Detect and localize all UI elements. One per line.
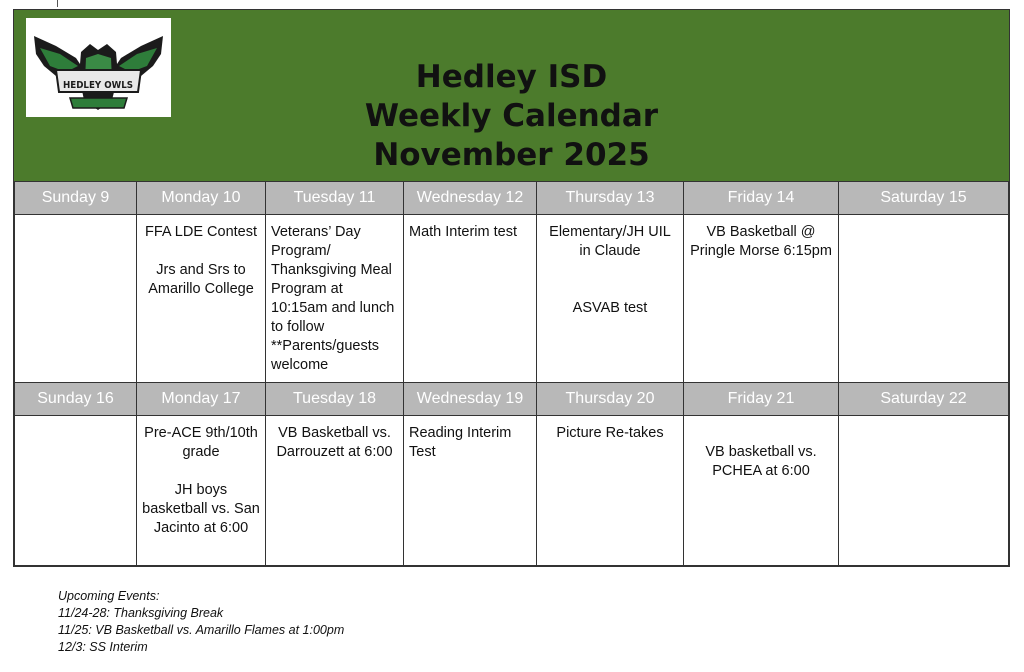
- event-text: VB basketball vs. PCHEA at 6:00: [705, 444, 817, 479]
- week1-day-header-row: [15, 182, 1009, 215]
- event-text: Math Interim test: [409, 224, 517, 240]
- day-header: Saturday 22: [839, 383, 1009, 416]
- calendar-table: [14, 182, 1009, 566]
- day-header: Friday 21: [684, 383, 839, 416]
- upcoming-item: 11/24-28: Thanksgiving Break: [58, 606, 224, 620]
- event-text: Veterans’ Day Program/ Thanksgiving Meal Program at 10:15am and lunch to follow **Parents/guests welcome: [271, 224, 395, 373]
- day-cell-wednesday-12: [404, 215, 537, 383]
- title-line-3: November 2025: [373, 137, 650, 173]
- event-text: Jrs and Srs to Amarillo College: [148, 262, 254, 297]
- event-text: ASVAB test: [572, 300, 648, 316]
- event-text: Elementary/JH UIL in Claude: [549, 224, 671, 259]
- week2-day-header-row: [15, 383, 1009, 416]
- day-cell-thursday-20: [537, 416, 684, 566]
- day-cell-saturday-22: [839, 416, 1009, 566]
- day-header: Wednesday 12: [404, 182, 537, 215]
- day-cell-friday-14: [684, 215, 839, 383]
- upcoming-item: 12/3: SS Interim: [58, 640, 148, 654]
- day-header: Monday 17: [137, 383, 266, 416]
- day-header: Friday 14: [684, 182, 839, 215]
- day-header: Saturday 15: [839, 182, 1009, 215]
- event-text: JH boys basketball vs. San Jacinto at 6:00: [142, 482, 260, 536]
- day-cell-wednesday-19: [404, 416, 537, 566]
- upcoming-item: 11/25: VB Basketball vs. Amarillo Flames at 1:00pm: [58, 623, 345, 637]
- week2-events-row: [15, 416, 1009, 566]
- day-cell-sunday-9: [15, 215, 137, 383]
- upcoming-events: [58, 588, 344, 656]
- day-header: Sunday 16: [15, 383, 137, 416]
- calendar-sheet: [13, 9, 1010, 567]
- day-cell-monday-10: [137, 215, 266, 383]
- edge-tick: [57, 0, 58, 7]
- day-header: Wednesday 19: [404, 383, 537, 416]
- day-cell-saturday-15: [839, 215, 1009, 383]
- day-header: Thursday 13: [537, 182, 684, 215]
- event-text: Pre-ACE 9th/10th grade: [144, 425, 258, 460]
- logo-text: HEDLEY OWLS: [63, 80, 133, 91]
- event-text: Picture Re-takes: [556, 425, 664, 441]
- day-cell-friday-21: [684, 416, 839, 566]
- day-header: Tuesday 18: [266, 383, 404, 416]
- day-header: Tuesday 11: [266, 182, 404, 215]
- title-line-2: Weekly Calendar: [364, 98, 659, 134]
- upcoming-heading: Upcoming Events:: [58, 589, 160, 603]
- event-text: VB Basketball vs. Darrouzett at 6:00: [276, 425, 393, 460]
- event-text: FFA LDE Contest: [144, 224, 258, 240]
- day-header: Monday 10: [137, 182, 266, 215]
- event-text: VB Basketball @ Pringle Morse 6:15pm: [690, 224, 832, 259]
- event-text: Reading Interim Test: [409, 425, 512, 460]
- page-title: [14, 58, 1009, 175]
- day-cell-tuesday-11: [266, 215, 404, 383]
- day-header: Thursday 20: [537, 383, 684, 416]
- calendar-header: [14, 10, 1009, 182]
- day-cell-tuesday-18: [266, 416, 404, 566]
- title-line-1: Hedley ISD: [415, 59, 608, 95]
- day-cell-thursday-13: [537, 215, 684, 383]
- week1-events-row: [15, 215, 1009, 383]
- day-cell-sunday-16: [15, 416, 137, 566]
- day-header: Sunday 9: [15, 182, 137, 215]
- day-cell-monday-17: [137, 416, 266, 566]
